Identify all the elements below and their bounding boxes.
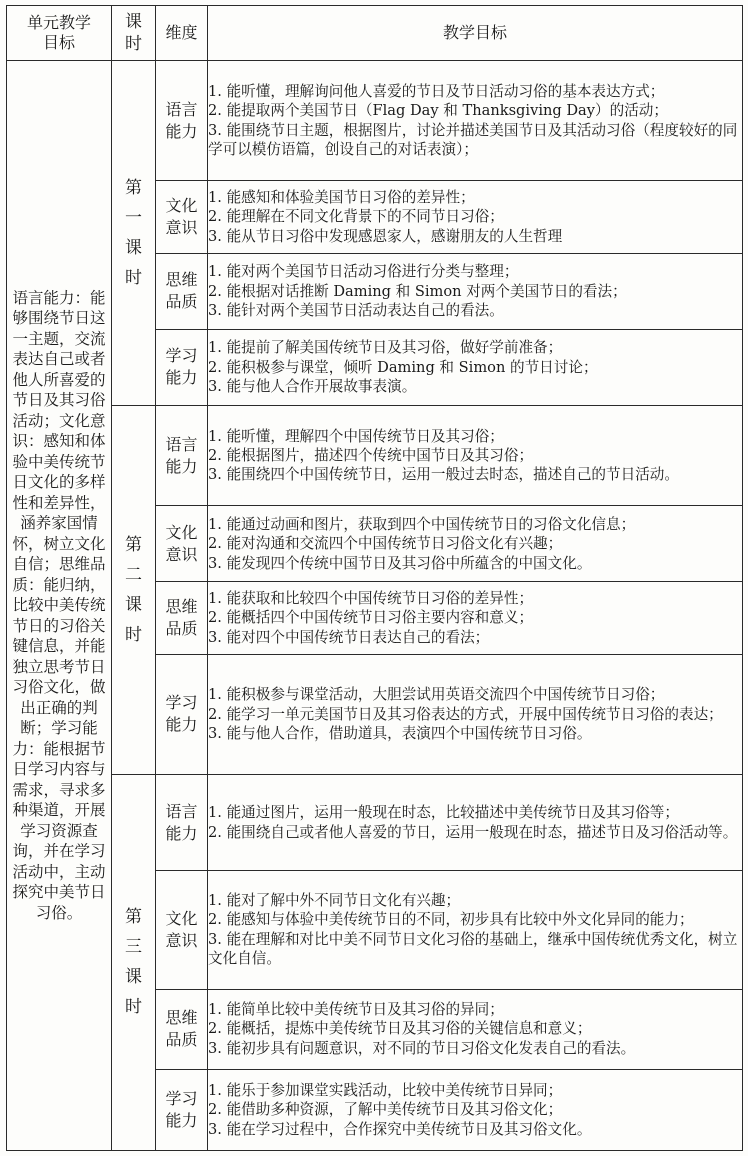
goal-cell [208, 506, 743, 582]
goal-item: 1. 能感知和体验美国节日习俗的差异性； [208, 188, 475, 206]
goal-cell [208, 329, 743, 405]
dimension-label: 语言能力 [165, 434, 198, 476]
goal-item: 2. 能学习一单元美国节日及其习俗表达的方式，开展中国传统节日习俗的表达； [208, 705, 723, 723]
lesson-label: 第三课时 [125, 907, 142, 1018]
goal-cell [208, 181, 743, 253]
dimension-row [7, 61, 743, 181]
dimension-cell [156, 61, 208, 181]
goal-cell [208, 654, 743, 774]
goal-item: 2. 能对沟通和交流四个中国传统节日习俗文化有兴趣； [208, 535, 563, 553]
dimension-cell [156, 181, 208, 253]
goal-item: 3. 能在理解和对比中美不同节日文化习俗的基础上，继承中国传统优秀文化，树立文化自信。 [208, 930, 738, 968]
goal-item: 1. 能听懂，理解四个中国传统节日及其习俗； [208, 427, 504, 445]
dimension-cell [156, 406, 208, 506]
goal-item: 1. 能乐于参加课堂实践活动，比较中美传统节日异同； [208, 1081, 563, 1099]
dimension-label: 学习能力 [165, 1088, 198, 1130]
dimension-cell [156, 989, 208, 1069]
goal-item: 1. 能听懂，理解询问他人喜爱的节日及节日活动习俗的基本表达方式； [208, 82, 665, 100]
dimension-label: 学习能力 [165, 346, 198, 388]
goal-item: 2. 能借助多种资源，了解中美传统节日及其习俗文化； [208, 1101, 563, 1119]
dimension-cell [156, 582, 208, 654]
goal-cell [208, 582, 743, 654]
lesson-label: 第一课时 [125, 178, 142, 289]
teaching-goals-table [6, 5, 743, 1151]
goal-item: 2. 能积极参与课堂，倾听 Daming 和 Simon 的节日讨论； [208, 358, 598, 376]
goal-item: 3. 能与他人合作开展故事表演。 [208, 378, 417, 396]
goal-item: 2. 能概括，提炼中美传统节日及其习俗的关键信息和意义； [208, 1020, 592, 1038]
goal-item: 3. 能对四个中国传统节日表达自己的看法； [208, 628, 490, 646]
goal-item: 3. 能在学习过程中，合作探究中美传统节日及其习俗文化。 [208, 1120, 592, 1138]
dimension-label: 思维品质 [165, 1008, 198, 1050]
goal-item: 3. 能初步具有问题意识，对不同的节日习俗文化发表自己的看法。 [208, 1039, 636, 1057]
dimension-cell [156, 654, 208, 774]
goal-cell [208, 253, 743, 329]
goal-cell [208, 871, 743, 989]
dimension-label: 语言能力 [165, 801, 198, 843]
dimension-label: 文化意识 [165, 522, 198, 564]
goal-cell [208, 61, 743, 181]
goal-item: 1. 能对了解中外不同节日文化有兴趣； [208, 892, 461, 910]
goal-item: 1. 能简单比较中美传统节日及其习俗的异同； [208, 1000, 504, 1018]
goal-cell [208, 1069, 743, 1150]
goal-item: 2. 能概括四个中国传统节日习俗主要内容和意义； [208, 609, 534, 627]
dimension-row [7, 774, 743, 870]
goal-item: 3. 能针对两个美国节日活动表达自己的看法。 [208, 301, 504, 319]
dimension-label: 文化意识 [165, 908, 198, 950]
header-lesson: 课时 [112, 6, 156, 61]
goal-cell [208, 774, 743, 870]
lesson-label: 第二课时 [125, 534, 142, 645]
goal-item: 1. 能对两个美国节日活动习俗进行分类与整理； [208, 263, 519, 281]
dimension-cell [156, 1069, 208, 1150]
dimension-label: 思维品质 [165, 270, 198, 312]
dimension-label: 语言能力 [165, 99, 198, 141]
dimension-cell [156, 871, 208, 989]
goal-item: 1. 能通过图片，运用一般现在时态，比较描述中美传统节日及其习俗等； [208, 804, 679, 822]
dimension-cell [156, 774, 208, 870]
goal-item: 1. 能获取和比较四个中国传统节日习俗的差异性； [208, 589, 534, 607]
goal-item: 1. 能积极参与课堂活动，大胆尝试用英语交流四个中国传统节日习俗； [208, 686, 665, 704]
goal-item: 3. 能围绕四个中国传统节日，运用一般过去时态，描述自己的节日活动。 [208, 466, 679, 484]
goal-item: 2. 能围绕自己或者他人喜爱的节日，运用一般现在时态，描述节日及习俗活动等。 [208, 823, 738, 841]
dimension-cell [156, 506, 208, 582]
goal-item: 3. 能围绕节日主题，根据图片，讨论并描述美国节日及其活动习俗（程度较好的同学可以模仿语篇，创设自己的对话表演）； [208, 121, 738, 159]
goal-item: 3. 能发现四个传统中国节日及其习俗中所蕴含的中国文化。 [208, 554, 592, 572]
lesson-cell [112, 61, 156, 406]
goal-item: 1. 能通过动画和图片，获取到四个中国传统节日的习俗文化信息； [208, 515, 636, 533]
goal-cell [208, 406, 743, 506]
dimension-label: 思维品质 [165, 597, 198, 639]
dimension-cell [156, 253, 208, 329]
header-teaching-goal: 教学目标 [208, 6, 743, 61]
goal-cell [208, 989, 743, 1069]
goal-item: 3. 能与他人合作，借助道具，表演四个中国传统节日习俗。 [208, 725, 592, 742]
dimension-row [7, 406, 743, 506]
header-row [7, 6, 743, 61]
unit-goal-cell: 语言能力：能够围绕节日这一主题，交流表达自己或者他人所喜爱的节日及其习俗活动；文化意识：感知和体验中美传统节日文化的多样性和差异性，涵养家国情怀，树立文化自信；思维品质：能归纳，比较中美传统节日的习俗关键信息，并能独立思考节日习俗文化，做出正确的判断；学习能力：能根据节日学习内容与需求，寻求多种渠道，开展学习资源查询，并在学习活动中，主动探究中美节日习俗。 [7, 61, 112, 1151]
goal-item: 2. 能理解在不同文化背景下的不同节日习俗； [208, 208, 504, 226]
header-dimension: 维度 [156, 6, 208, 61]
dimension-label: 文化意识 [165, 196, 198, 238]
goal-item: 2. 能根据图片，描述四个传统中国节日及其习俗； [208, 446, 534, 464]
header-unit-goal: 单元教学目标 [7, 6, 112, 61]
goal-item: 2. 能提取两个美国节日（Flag Day 和 Thanksgiving Day）的活动； [208, 102, 668, 120]
goal-item: 2. 能感知与体验中美传统节日的不同，初步具有比较中外文化异同的能力； [208, 911, 694, 929]
goal-item: 2. 能根据对话推断 Daming 和 Simon 对两个美国节日的看法； [208, 282, 627, 300]
dimension-cell [156, 329, 208, 405]
lesson-cell [112, 406, 156, 775]
goal-item: 1. 能提前了解美国传统节日及其习俗，做好学前准备； [208, 339, 563, 357]
dimension-label: 学习能力 [165, 693, 198, 735]
goal-item: 3. 能从节日习俗中发现感恩家人，感谢朋友的人生哲理 [208, 227, 563, 245]
lesson-cell [112, 774, 156, 1150]
